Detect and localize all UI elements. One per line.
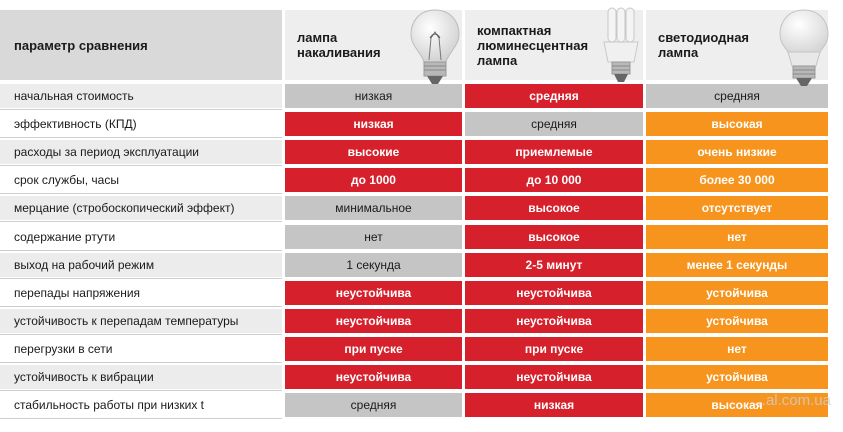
table-cell: высокое [465,225,643,249]
table-cell: высокая [646,112,828,136]
table-cell: при пуске [465,337,643,361]
row-label: перегрузки в сети [14,342,113,356]
table-cell: неустойчива [465,281,643,305]
table-cell: при пуске [285,337,462,361]
row-label: устойчивость к вибрации [0,365,282,389]
row-divider [0,334,282,335]
row-label: эффективность (КПД) [14,117,137,131]
table-cell: неустойчива [465,365,643,389]
row-label: мерцание (стробоскопический эффект) [0,196,282,220]
table-cell: средняя [285,393,462,417]
header-param-label: параметр сравнения [14,37,148,53]
table-cell: устойчива [646,365,828,389]
incandescent-bulb-icon [405,8,465,90]
row-divider [0,221,282,222]
row-label: перепады напряжения [14,286,141,300]
row-label: срок службы, часы [14,173,119,187]
table-cell: неустойчива [285,309,462,333]
table-cell: нет [646,337,828,361]
watermark: ...al.com.ua [753,392,831,409]
table-cell: неустойчива [285,365,462,389]
row-divider [0,193,282,194]
row-divider [0,165,282,166]
table-cell: средняя [465,112,643,136]
row-label: расходы за период эксплуатации [0,140,282,164]
table-cell: высокие [285,140,462,164]
row-divider [0,306,282,307]
table-cell: нет [646,225,828,249]
row-divider [0,418,282,419]
table-cell: до 1000 [285,168,462,192]
row-divider [0,362,282,363]
row-label: содержание ртути [14,230,116,244]
row-label: выход на рабочий режим [0,253,282,277]
led-bulb-icon [776,8,832,92]
row-label: стабильность работы при низких t [14,398,204,412]
table-cell: очень низкие [646,140,828,164]
table-cell: устойчива [646,309,828,333]
row-divider [0,250,282,251]
table-cell: более 30 000 [646,168,828,192]
table-cell: низкая [285,112,462,136]
row-label: устойчивость к перепадам температуры [0,309,282,333]
header-incandescent-label: лампа накаливания [297,30,381,60]
table-cell: средняя [646,84,828,108]
row-label: начальная стоимость [0,84,282,108]
table-cell: 1 секунда [285,253,462,277]
row-divider [0,278,282,279]
table-cell: менее 1 секунды [646,253,828,277]
table-cell: низкая [465,393,643,417]
table-cell: приемлемые [465,140,643,164]
table-cell: средняя [465,84,643,108]
table-cell: неустойчива [465,309,643,333]
table-cell: нет [285,225,462,249]
table-cell: неустойчива [285,281,462,305]
row-divider [0,109,282,110]
cfl-bulb-icon [598,6,644,92]
row-divider [0,390,282,391]
row-divider [0,137,282,138]
table-cell: высокая [646,393,828,417]
header-param [0,10,282,80]
table-cell: 2-5 минут [465,253,643,277]
table-cell: до 10 000 [465,168,643,192]
table-cell: низкая [285,84,462,108]
header-led-label: светодиодная лампа [658,30,750,60]
table-cell: отсутствует [646,196,828,220]
table-cell: устойчива [646,281,828,305]
header-cfl-label: компактная люминесцентная лампа [477,22,589,68]
table-cell: высокое [465,196,643,220]
table-cell: минимальное [285,196,462,220]
